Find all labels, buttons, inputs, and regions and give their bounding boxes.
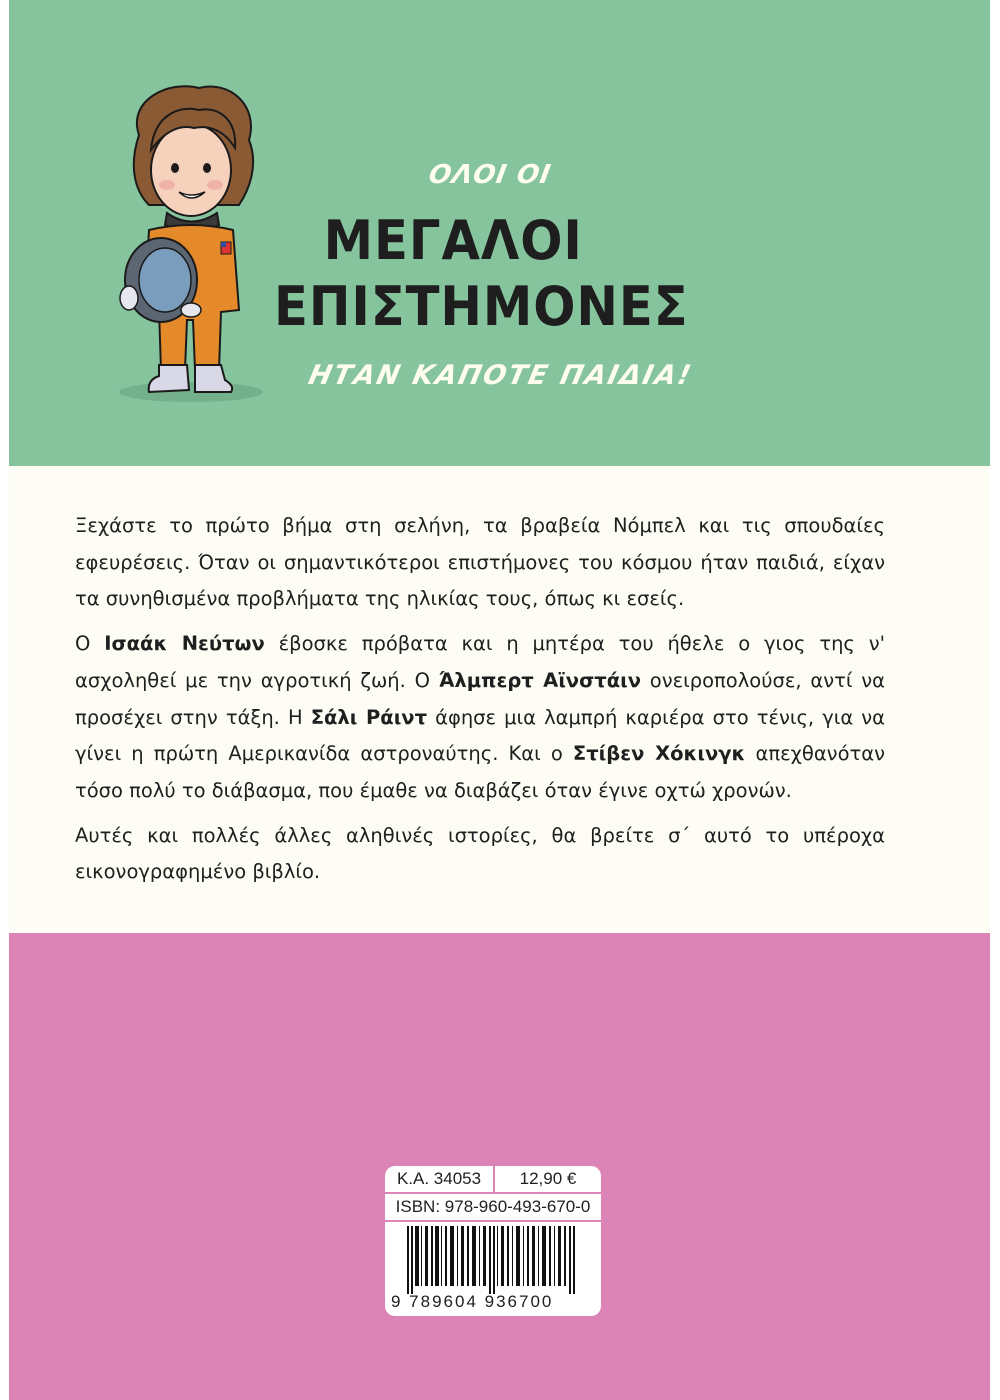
blurb-paragraph-1: Ξεχάστε το πρώτο βήμα στη σελήνη, τα βραβεία Νόμπελ και τις σπουδαίες εφευρέσεις. Όταν οι σημαντικότεροι επιστήμονες του κόσμου ήταν παιδιά, είχαν τα συνηθισμένα προβλήματα της ηλικίας τους, όπως κι εσείς. bbox=[75, 514, 885, 611]
series-subtitle-bottom: ΗΤΑΝ ΚΑΠΟΤΕ ΠΑΙΔΙΑ! bbox=[305, 360, 696, 391]
isbn: ISBN: 978-960-493-670-0 bbox=[385, 1194, 601, 1222]
scientist-name-hawking: Στίβεν Χόκινγκ bbox=[572, 742, 746, 766]
scientist-name-ride: Σάλι Ράιντ bbox=[310, 705, 428, 729]
price-row bbox=[385, 1166, 601, 1194]
price-barcode-label bbox=[385, 1166, 601, 1316]
blurb-paragraph-3: Αυτές και πολλές άλλες αληθινές ιστορίες, θα βρείτε σ΄ αυτό το υπέροχα εικονογραφημένο βιβλίο. bbox=[75, 823, 885, 884]
title-line-2: ΕΠΙΣΤΗΜΟΝΕΣ bbox=[274, 275, 689, 338]
text-span: έβοσκε πρόβατα και η μητέρα του ήθελε ο γιος της ν' ασχοληθεί με την αγροτική ζωή. Ο bbox=[75, 632, 885, 692]
book-title bbox=[274, 208, 697, 340]
text-span: ονειροπολούσε, αντί να προσέχει στην τάξη. Η bbox=[75, 668, 885, 729]
top-panel bbox=[9, 0, 990, 466]
scientist-name-einstein: Άλμπερτ Αϊνστάιν bbox=[438, 668, 641, 692]
text-span: Ο bbox=[75, 632, 105, 656]
blurb-text bbox=[75, 508, 885, 899]
title-line-1: ΜΕΓΑΛΟΙ bbox=[323, 209, 583, 272]
text-span: άφησε μια λαμπρή καριέρα στο τένις, για να γίνει η πρώτη Αμερικανίδα αστροναύτης. Και ο bbox=[75, 705, 885, 766]
product-code: Κ.Α. 34053 bbox=[385, 1166, 495, 1192]
barcode-digits: 9 789604 936700 bbox=[391, 1292, 554, 1311]
astronaut-illustration-icon bbox=[109, 80, 279, 405]
series-subtitle-top: ΟΛΟΙ ΟΙ bbox=[426, 160, 554, 190]
scientist-name-newton: Ισαάκ Νεύτων bbox=[104, 632, 265, 656]
price: 12,90 € bbox=[519, 1169, 577, 1188]
bottom-panel bbox=[9, 933, 990, 1400]
barcode-icon bbox=[407, 1226, 579, 1294]
blurb-paragraph-2 bbox=[75, 626, 885, 810]
text-span: απεχθανόταν τόσο πολύ το διάβασμα, που έμαθε να διαβάζει όταν έγινε οχτώ χρονών. bbox=[75, 742, 885, 802]
